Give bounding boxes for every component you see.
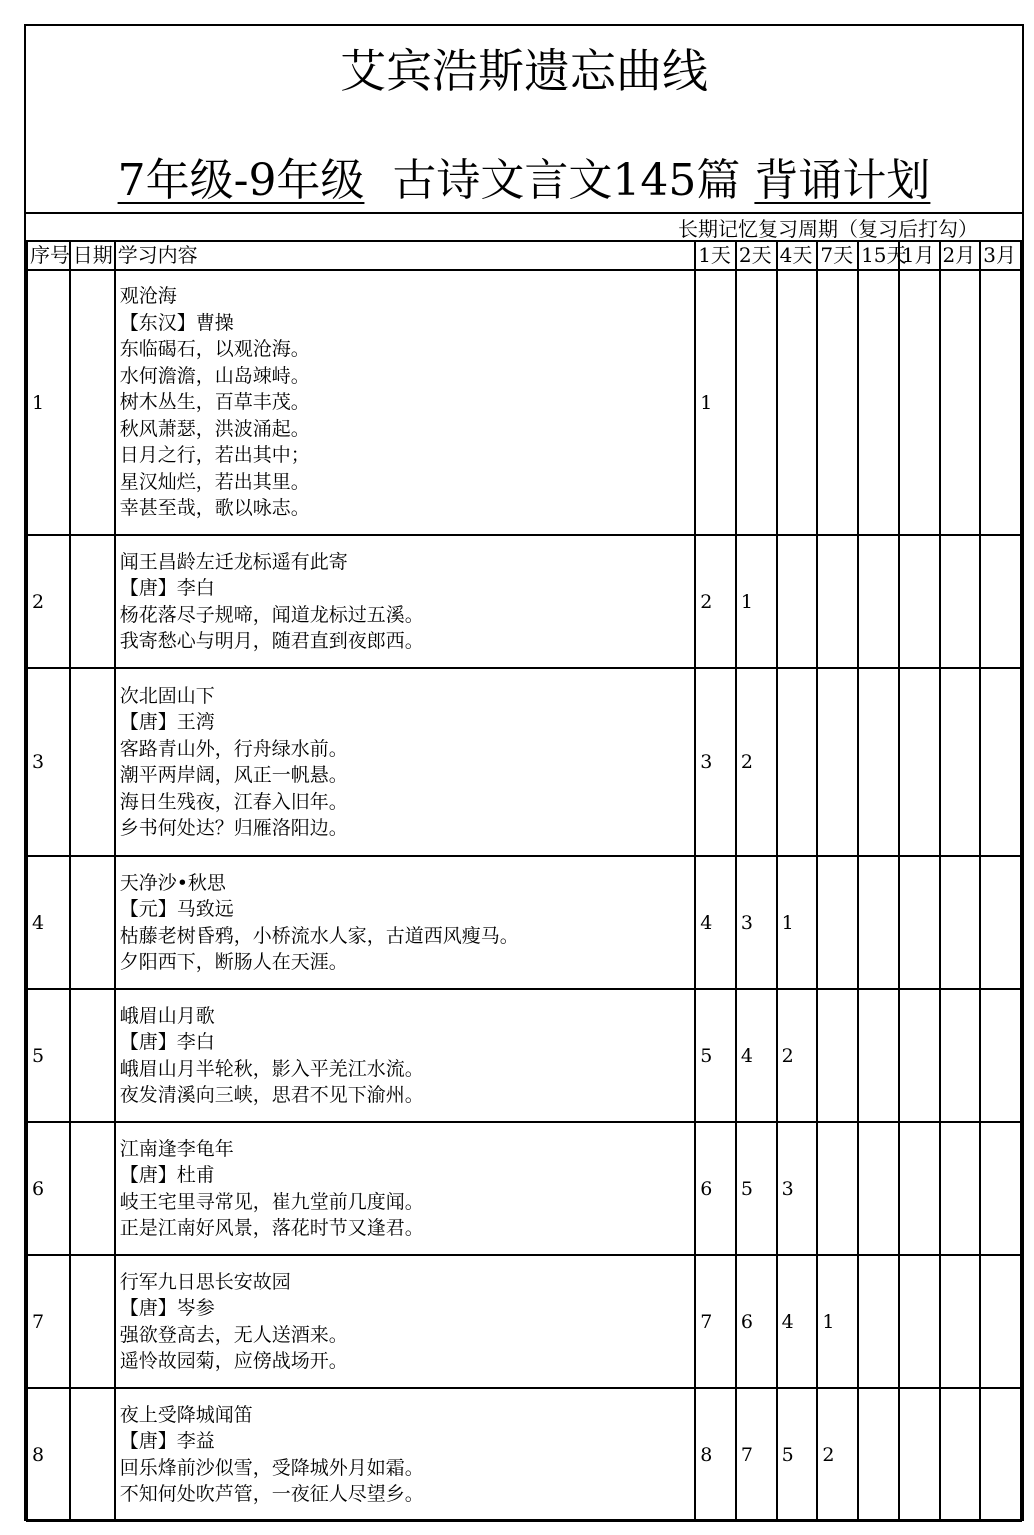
- header-interval-7d: 7天: [817, 241, 858, 270]
- row-content: [115, 856, 696, 989]
- header-interval-1m: 1月: [899, 241, 940, 270]
- review-cell-2m[interactable]: [940, 535, 981, 668]
- header-interval-2d: 2天: [736, 241, 777, 270]
- header-date: 日期: [70, 241, 115, 270]
- row-date-cell[interactable]: [70, 668, 115, 856]
- table-row: [27, 989, 1021, 1122]
- header-index: 序号: [27, 241, 70, 270]
- review-cell-1m[interactable]: [899, 1255, 940, 1388]
- row-date-cell[interactable]: [70, 535, 115, 668]
- review-cell-3m[interactable]: [980, 668, 1021, 856]
- review-cell-3m[interactable]: [980, 1388, 1021, 1521]
- review-cell-1m[interactable]: [899, 535, 940, 668]
- poem-text: 行军九日思长安故园 【唐】岑参 强欲登高去，无人送酒来。 遥怜故园菊，应傍战场开。: [119, 1270, 348, 1372]
- review-cell-4d[interactable]: [777, 535, 818, 668]
- table-row: [27, 1388, 1021, 1521]
- review-cell-3m[interactable]: [980, 1255, 1021, 1388]
- review-cell-15d[interactable]: [858, 668, 899, 856]
- review-cell-4d[interactable]: [777, 668, 818, 856]
- review-cell-2d[interactable]: 6: [736, 1255, 777, 1388]
- row-index: 1: [27, 270, 70, 535]
- header-interval-2m: 2月: [940, 241, 981, 270]
- plan-table: [26, 240, 1022, 1522]
- review-cell-2d[interactable]: 3: [736, 856, 777, 989]
- review-cell-7d[interactable]: [817, 270, 858, 535]
- review-cell-2m[interactable]: [940, 1255, 981, 1388]
- row-date-cell[interactable]: [70, 989, 115, 1122]
- review-cell-2d[interactable]: 5: [736, 1122, 777, 1255]
- review-cell-1d[interactable]: 7: [695, 1255, 736, 1388]
- review-cell-3m[interactable]: [980, 535, 1021, 668]
- review-cell-1d[interactable]: 3: [695, 668, 736, 856]
- subtitle-plan: 背诵计划: [754, 155, 931, 206]
- review-cell-1d[interactable]: 5: [695, 989, 736, 1122]
- row-date-cell[interactable]: [70, 1388, 115, 1521]
- header-interval-4d: 4天: [777, 241, 818, 270]
- page-subtitle: [26, 154, 1022, 208]
- table-row: [27, 1255, 1021, 1388]
- header-interval-1d: 1天: [695, 241, 736, 270]
- row-index: 8: [27, 1388, 70, 1521]
- review-cell-1d[interactable]: 4: [695, 856, 736, 989]
- review-cell-4d[interactable]: [777, 270, 818, 535]
- review-cell-2d[interactable]: 2: [736, 668, 777, 856]
- review-cell-2d[interactable]: 4: [736, 989, 777, 1122]
- row-date-cell[interactable]: [70, 856, 115, 989]
- row-index: 6: [27, 1122, 70, 1255]
- row-date-cell[interactable]: [70, 1255, 115, 1388]
- review-cell-1d[interactable]: 1: [695, 270, 736, 535]
- review-cell-1m[interactable]: [899, 270, 940, 535]
- row-content: [115, 1122, 696, 1255]
- row-content: [115, 668, 696, 856]
- subtitle-poem-count: 古诗文言文145篇: [392, 155, 741, 206]
- row-index: 4: [27, 856, 70, 989]
- row-content: [115, 989, 696, 1122]
- review-cell-2m[interactable]: [940, 668, 981, 856]
- review-cell-2d[interactable]: 7: [736, 1388, 777, 1521]
- row-index: 3: [27, 668, 70, 856]
- review-cell-1m[interactable]: [899, 668, 940, 856]
- review-cell-15d[interactable]: [858, 856, 899, 989]
- review-cell-1d[interactable]: 2: [695, 535, 736, 668]
- poem-text: 峨眉山月歌 【唐】李白 峨眉山月半轮秋，影入平羌江水流。 夜发清溪向三峡，思君不见下渝州。: [119, 1004, 424, 1106]
- review-cell-1m[interactable]: [899, 1122, 940, 1255]
- review-cell-15d[interactable]: [858, 270, 899, 535]
- review-cell-2d[interactable]: [736, 270, 777, 535]
- review-cell-15d[interactable]: [858, 1255, 899, 1388]
- page-title: 艾宾浩斯遗忘曲线: [340, 44, 708, 98]
- review-cell-2m[interactable]: [940, 270, 981, 535]
- review-cell-15d[interactable]: [858, 1122, 899, 1255]
- review-cell-7d[interactable]: [817, 1122, 858, 1255]
- review-cell-7d[interactable]: [817, 668, 858, 856]
- row-index: 2: [27, 535, 70, 668]
- review-cell-4d[interactable]: 1: [777, 856, 818, 989]
- worksheet: [24, 24, 1024, 1521]
- row-content: [115, 270, 696, 535]
- review-cell-2m[interactable]: [940, 1388, 981, 1521]
- review-cell-7d[interactable]: 1: [817, 1255, 858, 1388]
- review-cell-15d[interactable]: [858, 989, 899, 1122]
- table-row: [27, 1122, 1021, 1255]
- review-cell-1m[interactable]: [899, 856, 940, 989]
- header-interval-15d: 15天: [858, 241, 899, 270]
- poem-text: 闻王昌龄左迁龙标遥有此寄 【唐】李白 杨花落尽子规啼，闻道龙标过五溪。 我寄愁心与明月，随君直到夜郎西。: [119, 550, 424, 652]
- review-cell-3m[interactable]: [980, 1122, 1021, 1255]
- review-cell-7d[interactable]: [817, 535, 858, 668]
- table-row: [27, 535, 1021, 668]
- review-cell-3m[interactable]: [980, 270, 1021, 535]
- review-cell-1m[interactable]: [899, 1388, 940, 1521]
- poem-text: 夜上受降城闻笛 【唐】李益 回乐烽前沙似雪，受降城外月如霜。 不知何处吹芦管，一夜征人尽望乡。: [119, 1403, 424, 1505]
- table-row: [27, 856, 1021, 989]
- subtitle-grade-range: 7年级-9年级: [117, 155, 365, 206]
- poem-text: 观沧海 【东汉】曹操 东临碣石，以观沧海。 水何澹澹，山岛竦峙。 树木丛生，百草丰茂。 秋风萧瑟，洪波涌起。 日月之行，若出其中； 星汉灿烂，若出其里。 幸甚至哉，歌以咏志。: [119, 285, 310, 520]
- table-row: [27, 270, 1021, 535]
- row-date-cell[interactable]: [70, 1122, 115, 1255]
- review-cell-2d[interactable]: 1: [736, 535, 777, 668]
- review-cell-4d[interactable]: 2: [777, 989, 818, 1122]
- review-cycle-header: 长期记忆复习周期（复习后打勾）: [678, 217, 978, 241]
- row-date-cell[interactable]: [70, 270, 115, 535]
- poem-text: 天净沙•秋思 【元】马致远 枯藤老树昏鸦，小桥流水人家，古道西风瘦马。 夕阳西下，断肠人在天涯。: [119, 871, 519, 973]
- poem-text: 江南逢李龟年 【唐】杜甫 岐王宅里寻常见，崔九堂前几度闻。 正是江南好风景，落花时节又逢君。: [119, 1137, 424, 1239]
- row-content: [115, 535, 696, 668]
- review-cell-1m[interactable]: [899, 989, 940, 1122]
- review-cell-2m[interactable]: [940, 1122, 981, 1255]
- row-content: [115, 1388, 696, 1521]
- review-cell-2m[interactable]: [940, 989, 981, 1122]
- review-cell-2m[interactable]: [940, 856, 981, 989]
- review-cell-4d[interactable]: 5: [777, 1388, 818, 1521]
- row-index: 7: [27, 1255, 70, 1388]
- review-cell-1d[interactable]: 6: [695, 1122, 736, 1255]
- review-cell-15d[interactable]: [858, 535, 899, 668]
- header-interval-3m: 3月: [980, 241, 1021, 270]
- row-index: 5: [27, 989, 70, 1122]
- review-cell-4d[interactable]: 3: [777, 1122, 818, 1255]
- review-cell-15d[interactable]: [858, 1388, 899, 1521]
- row-content: [115, 1255, 696, 1388]
- table-body: [27, 270, 1021, 1521]
- review-cell-1d[interactable]: 8: [695, 1388, 736, 1521]
- review-cell-7d[interactable]: [817, 989, 858, 1122]
- poem-text: 次北固山下 【唐】王湾 客路青山外，行舟绿水前。 潮平两岸阔，风正一帆悬。 海日生残夜，江春入旧年。 乡书何处达？归雁洛阳边。: [119, 684, 348, 839]
- header-content: 学习内容: [115, 241, 696, 270]
- header-divider: [26, 212, 1022, 214]
- review-cell-7d[interactable]: 2: [817, 1388, 858, 1521]
- review-cell-3m[interactable]: [980, 989, 1021, 1122]
- review-cell-4d[interactable]: 4: [777, 1255, 818, 1388]
- table-header-row: [27, 241, 1021, 270]
- review-cell-3m[interactable]: [980, 856, 1021, 989]
- table-row: [27, 668, 1021, 856]
- review-cell-7d[interactable]: [817, 856, 858, 989]
